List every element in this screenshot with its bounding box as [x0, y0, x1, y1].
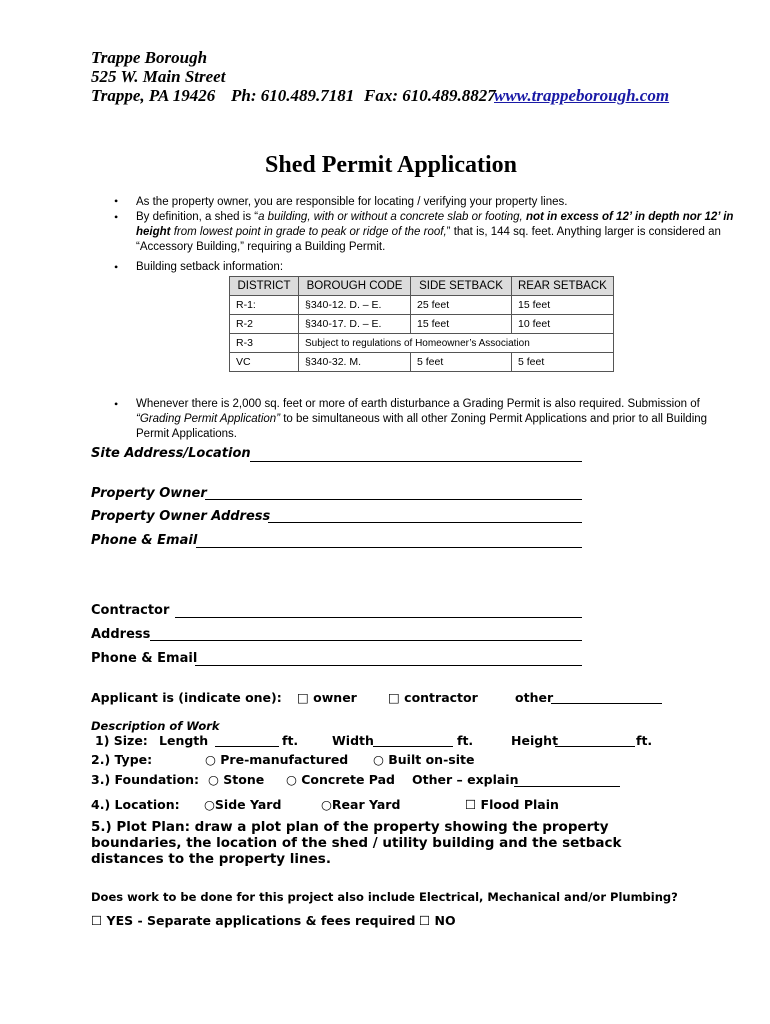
- foundation-label: 3.) Foundation:: [91, 772, 200, 787]
- table-cell: 25 feet: [411, 296, 512, 315]
- table-header-row: [230, 277, 614, 296]
- bullet-icon: •: [114, 210, 119, 224]
- concrete-pad-radio[interactable]: ○ Concrete Pad: [286, 772, 395, 787]
- bullet-icon: •: [114, 397, 119, 411]
- table-header: DISTRICT: [230, 277, 299, 296]
- contractor-address-input[interactable]: [150, 640, 582, 641]
- bullet-text-1: As the property owner, you are responsible for locating / verifying your property lines.: [136, 196, 568, 208]
- bullet-text-4-line-1: Whenever there is 2,000 sq. feet or more of earth disturbance a Grading Permit is also required. Submission of: [136, 398, 700, 410]
- bullet-icon: •: [114, 194, 119, 208]
- table-cell: 10 feet: [512, 315, 614, 334]
- table-header: SIDE SETBACK: [411, 277, 512, 296]
- other-explain-input[interactable]: [514, 786, 620, 787]
- property-owner-label: Property Owner: [91, 486, 207, 501]
- owner-checkbox[interactable]: □ owner: [297, 690, 357, 705]
- table-cell: §340-17. D. – E.: [299, 315, 411, 334]
- bullet-text-4-line-3: Permit Applications.: [136, 428, 237, 440]
- length-input[interactable]: [215, 746, 279, 747]
- table-cell: 5 feet: [411, 353, 512, 372]
- height-input[interactable]: [555, 746, 635, 747]
- table-cell: 15 feet: [411, 315, 512, 334]
- side-yard-radio[interactable]: ○Side Yard: [204, 797, 282, 812]
- phone-email-input[interactable]: [196, 547, 582, 548]
- page-title: Shed Permit Application: [265, 152, 518, 178]
- table-cell: VC: [230, 353, 299, 372]
- property-owner-address-label: Property Owner Address: [91, 509, 271, 524]
- stone-radio[interactable]: ○ Stone: [208, 772, 265, 787]
- height-label: Height: [511, 733, 559, 748]
- bullet-text-4-line-2: “Grading Permit Application” to be simultaneous with all other Zoning Permit Applications and prior to all Building: [136, 413, 708, 425]
- bullet-text-3: Building setback information:: [136, 261, 284, 273]
- built-on-site-radio[interactable]: ○ Built on-site: [373, 752, 475, 767]
- table-cell: §340-32. M.: [299, 353, 411, 372]
- width-input[interactable]: [373, 746, 453, 747]
- site-address-label: Site Address/Location: [91, 446, 251, 461]
- table-cell: §340-12. D. – E.: [299, 296, 411, 315]
- description-heading: Description of Work: [91, 719, 220, 733]
- other-input[interactable]: [551, 703, 662, 704]
- contractor-address-label: Address: [91, 627, 151, 642]
- utilities-question: Does work to be done for this project also include Electrical, Mechanical and/or Plumbing?: [91, 890, 678, 904]
- table-header: BOROUGH CODE: [299, 277, 411, 296]
- length-unit: ft.: [282, 733, 299, 748]
- contractor-phone-email-label: Phone & Email: [91, 651, 198, 666]
- city-state-zip: Trappe, PA 19426: [91, 86, 216, 105]
- contractor-input[interactable]: [175, 617, 582, 618]
- height-unit: ft.: [636, 733, 653, 748]
- applicant-label: Applicant is (indicate one):: [91, 690, 282, 705]
- phone-email-label: Phone & Email: [91, 533, 198, 548]
- utilities-yes-checkbox[interactable]: ☐ YES - Separate applications & fees required: [91, 913, 416, 928]
- table-row: [230, 296, 614, 315]
- pre-manufactured-radio[interactable]: ○ Pre-manufactured: [205, 752, 349, 767]
- utilities-no-checkbox[interactable]: ☐ NO: [419, 913, 456, 928]
- bullet-text-2-line-2: height from lowest point in grade to peak or ridge of the roof,” that is, 144 sq. feet. Anything larger is considered an: [136, 226, 721, 238]
- website-link[interactable]: www.trappeborough.com: [494, 86, 670, 105]
- contractor-label: Contractor: [91, 603, 170, 618]
- property-owner-input[interactable]: [205, 499, 582, 500]
- bullet-icon: •: [114, 260, 119, 274]
- flood-plain-checkbox[interactable]: ☐ Flood Plain: [465, 797, 559, 812]
- length-label: Length: [159, 733, 209, 748]
- table-row: [230, 315, 614, 334]
- type-label: 2.) Type:: [91, 752, 153, 767]
- fax-number: Fax: 610.489.8827: [364, 86, 496, 105]
- other-explain-label: Other – explain: [412, 772, 519, 787]
- width-unit: ft.: [457, 733, 474, 748]
- table-cell: 5 feet: [512, 353, 614, 372]
- site-address-input[interactable]: [250, 461, 582, 462]
- table-row: [230, 353, 614, 372]
- plot-plan-instructions: 5.) Plot Plan: draw a plot plan of the property showing the property boundaries, the location of the shed / utility building and the setback distances to the property lines.: [91, 819, 622, 867]
- street-address: 525 W. Main Street: [91, 67, 226, 86]
- table-cell: R-2: [230, 315, 299, 334]
- size-label: 1) Size:: [95, 733, 148, 748]
- org-name: Trappe Borough: [91, 48, 208, 67]
- phone-number: Ph: 610.489.7181: [231, 86, 355, 105]
- rear-yard-radio[interactable]: ○Rear Yard: [321, 797, 401, 812]
- table-cell: 15 feet: [512, 296, 614, 315]
- other-label: other: [515, 690, 554, 705]
- table-cell: R-3: [230, 334, 299, 353]
- contractor-phone-email-input[interactable]: [195, 665, 582, 666]
- table-row: [230, 334, 614, 353]
- property-owner-address-input[interactable]: [268, 522, 582, 523]
- width-label: Width: [332, 733, 374, 748]
- bullet-text-2-line-1: By definition, a shed is “a building, with or without a concrete slab or footing, not in excess of 12’ in depth nor 12’ in: [136, 211, 734, 223]
- contractor-checkbox[interactable]: □ contractor: [388, 690, 478, 705]
- setback-table: [229, 276, 614, 372]
- table-cell: R-1:: [230, 296, 299, 315]
- location-label: 4.) Location:: [91, 797, 180, 812]
- table-header: REAR SETBACK: [512, 277, 614, 296]
- bullet-text-2-line-3: “Accessory Building,” requiring a Building Permit.: [136, 241, 386, 253]
- table-cell: Subject to regulations of Homeowner’s Association: [299, 334, 614, 353]
